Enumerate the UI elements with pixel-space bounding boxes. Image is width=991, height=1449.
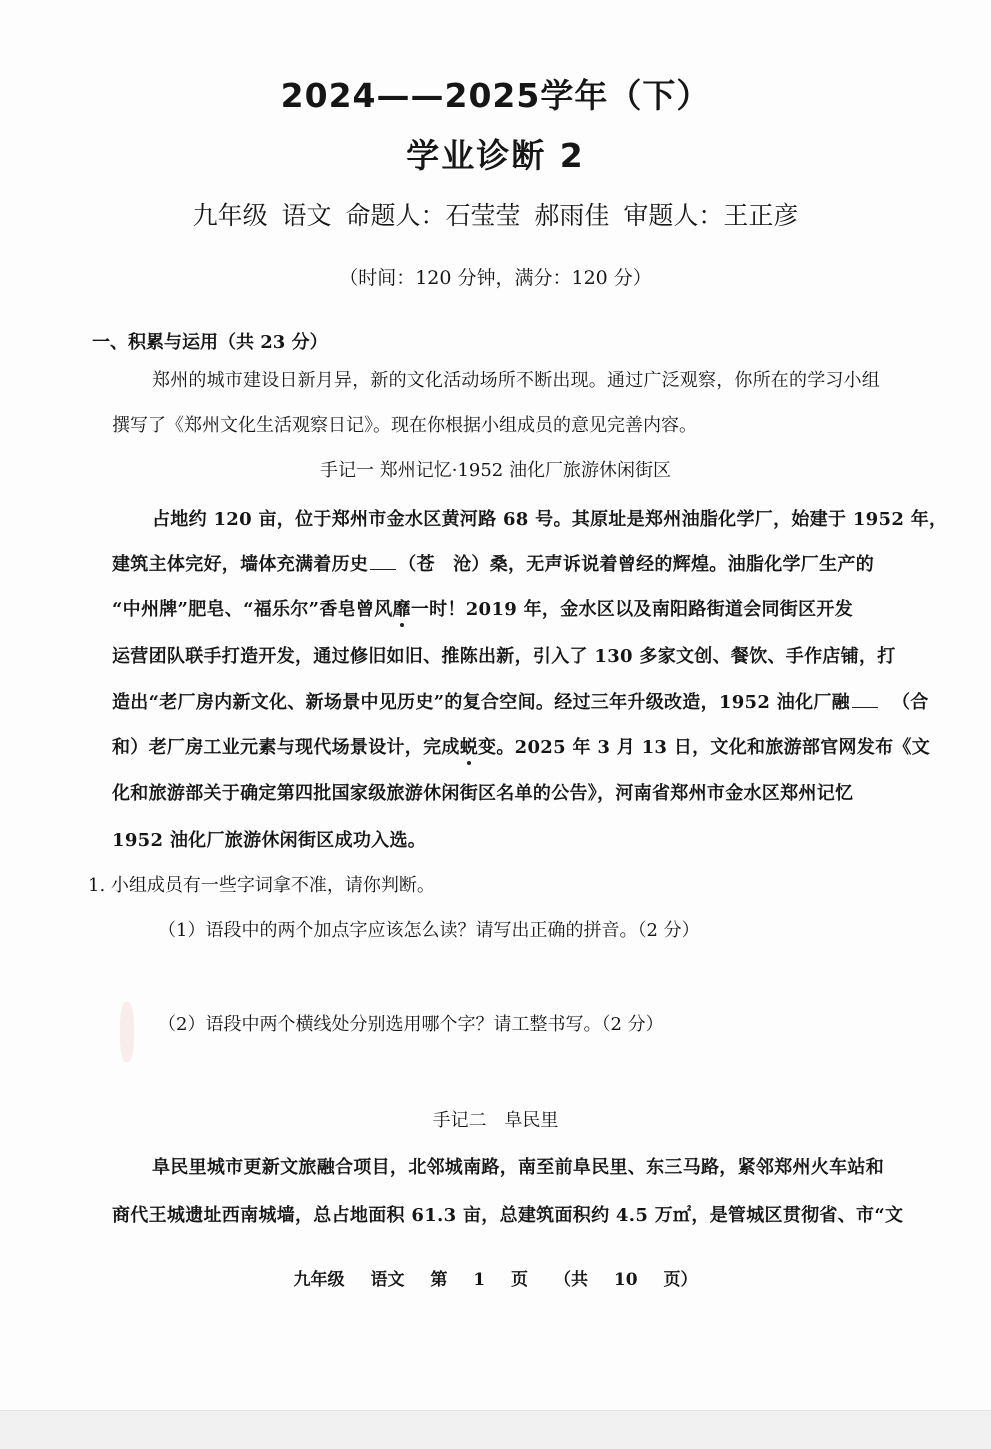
exam-title: 2024——2025学年（下） (280, 76, 711, 115)
text-span: “中州牌”肥皂、“福乐尔”香皂曾风 (112, 599, 393, 620)
exam-meta: 九年级 语文 命题人：石莹莹 郝雨佳 审题人：王正彦 (192, 201, 799, 230)
note1-line-1: 占地约 120 亩，位于郑州市金水区黄河路 68 号。其原址是郑州油脂化学厂，始建于 1952 年， (152, 509, 948, 530)
text-span: 造出“老厂房内新文化、新场景中见历史”的复合空间。经过三年升级改造，1952 油化厂融 (112, 692, 850, 713)
intro-line-2: 撰写了《郑州文化生活观察日记》。现在你根据小组成员的意见完善内容。 (112, 415, 697, 436)
fill-blank-2 (852, 693, 878, 708)
note1-line-2 (112, 550, 874, 576)
exam-time: （时间：120 分钟，满分：120 分） (339, 267, 652, 289)
exam-subtitle: 学业诊断 2 (406, 136, 585, 175)
text-span: （苍 沧）桑，无声诉说着曾经的辉煌。油脂化学厂生产的 (398, 554, 875, 575)
text-span: 变。2025 年 3 月 13 日，文化和旅游部官网发布《文 (478, 737, 931, 758)
note1-line-3 (112, 595, 853, 621)
ink-smudge (120, 1002, 134, 1062)
note1-line-6 (112, 733, 930, 759)
dotted-char-1: 靡 (392, 599, 411, 620)
note1-heading: 手记一 郑州记忆·1952 油化厂旅游休闲街区 (320, 460, 671, 481)
note1-line-8: 1952 油化厂旅游休闲街区成功入选。 (112, 830, 427, 851)
intro-line-1: 郑州的城市建设日新月异，新的文化活动场所不断出现。通过广泛观察，你所在的学习小组 (152, 370, 880, 391)
note1-line-5 (112, 688, 929, 714)
page-footer: 九年级 语文 第 1 页 （共 10 页） (293, 1270, 698, 1290)
note2-line-1: 阜民里城市更新文旅融合项目，北邻城南路，南至前阜民里、东三马路，紧邻郑州火车站和 (152, 1157, 884, 1178)
text-span: （合 (891, 692, 929, 713)
question-1: 1. 小组成员有一些字词拿不准，请你判断。 (88, 875, 435, 896)
text-span: 建筑主体完好，墙体充满着历史 (112, 554, 369, 575)
note1-line-7: 化和旅游部关于确定第四批国家级旅游休闲街区名单的公告》，河南省郑州市金水区郑州记忆 (112, 783, 854, 804)
note1-line-4: 运营团队联手打造开发，通过修旧如旧、推陈出新，引入了 130 多家文创、餐饮、手作店铺，打 (112, 646, 896, 667)
note2-line-2: 商代王城遗址西南城墙，总占地面积 61.3 亩，总建筑面积约 4.5 万㎡，是管城区贯彻省、市“文 (112, 1205, 904, 1226)
note2-heading: 手记二 阜民里 (432, 1110, 559, 1131)
next-page-strip (0, 1410, 991, 1449)
text-span: 和）老厂房工业元素与现代场景设计，完成 (112, 737, 460, 758)
section-heading: 一、积累与运用（共 23 分） (92, 332, 328, 353)
fill-blank-1 (370, 555, 396, 570)
question-1-part-2: （2）语段中两个横线处分别选用哪个字？请工整书写。（2 分） (158, 1014, 664, 1035)
text-span: 一时！2019 年，金水区以及南阳路街道会同街区开发 (410, 599, 853, 620)
question-1-part-1: （1）语段中的两个加点字应该怎么读？请写出正确的拼音。（2 分） (158, 920, 700, 941)
dotted-char-2: 蜕 (459, 737, 479, 758)
